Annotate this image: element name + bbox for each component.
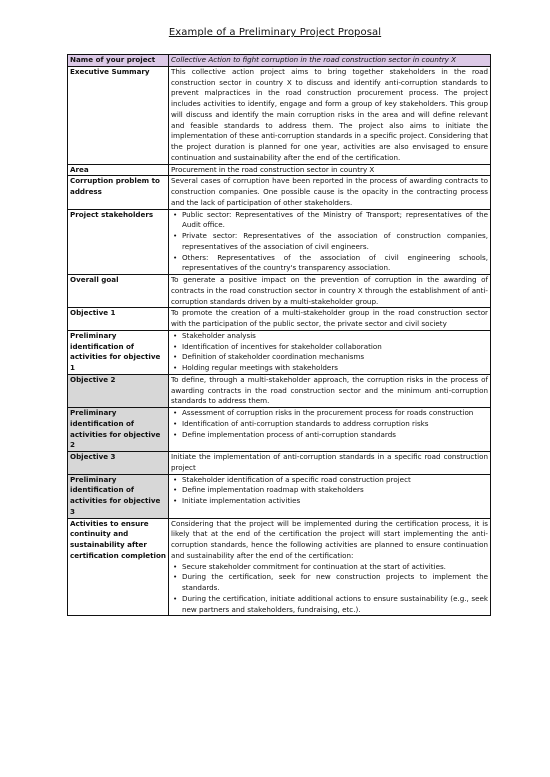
value-activities-2 <box>169 408 491 452</box>
row-continuity <box>68 518 491 616</box>
stakeholders-list <box>171 210 488 275</box>
activities-1-list <box>171 331 488 374</box>
label-project-name: Name of your project <box>68 55 169 67</box>
value-project-name: Collective Action to fight corruption in the road construction sector in country X <box>169 55 491 67</box>
label-objective-3: Objective 3 <box>68 452 169 475</box>
value-objective-2: To define, through a multi-stakeholder approach, the corruption risks in the process of awarding contracts in the road construction sector and the minimum anti-corruption standards to address them. <box>169 374 491 407</box>
list-item: • During the certification, seek for new construction projects to implement the standards. <box>182 572 488 594</box>
list-item: • Initiate implementation activities <box>182 496 488 507</box>
list-item: • During the certification, initiate additional actions to ensure sustainability (e.g., seek new partners and stakeholders, fundraising, etc.). <box>182 594 488 616</box>
list-item: • Definition of stakeholder coordination mechanisms <box>182 352 488 363</box>
list-item: • Define implementation process of anti-corruption standards <box>182 430 488 441</box>
continuity-intro: Considering that the project will be implemented during the certification process, it is likely that at the end of the certification the project will start implementing the anti-corruption standards, hence the following activities are planned to ensure continuation and sustainability after the end of the certification: <box>171 518 488 560</box>
row-area <box>68 164 491 176</box>
list-item: • Identification of incentives for stakeholder collaboration <box>182 342 488 353</box>
row-activities-2 <box>68 408 491 452</box>
label-activities-3: Preliminary identification of activities for objective 3 <box>68 474 169 518</box>
list-item: • Assessment of corruption risks in the procurement process for roads construction <box>182 408 488 419</box>
label-stakeholders: Project stakeholders <box>68 209 169 275</box>
row-activities-1 <box>68 330 491 374</box>
row-corruption-problem <box>68 176 491 209</box>
proposal-table <box>67 54 491 616</box>
list-item: • Private sector: Representatives of the association of construction companies, representatives of the association of civil engineers. <box>182 231 488 253</box>
row-activities-3 <box>68 474 491 518</box>
activities-3-list <box>171 475 488 507</box>
list-item: • Identification of anti-corruption standards to address corruption risks <box>182 419 488 430</box>
row-objective-1 <box>68 308 491 331</box>
list-item: • Secure stakeholder commitment for continuation at the start of activities. <box>182 562 488 573</box>
value-overall-goal: To generate a positive impact on the prevention of corruption in the awarding of contracts in the road construction sector in country X through the establishment of anti-corruption standards driven by a multi-stakeholder group. <box>169 275 491 308</box>
label-executive-summary: Executive Summary <box>68 66 169 164</box>
value-stakeholders <box>169 209 491 275</box>
row-objective-2 <box>68 374 491 407</box>
list-item: • Stakeholder identification of a specific road construction project <box>182 475 488 486</box>
activities-2-list <box>171 408 488 440</box>
value-objective-1: To promote the creation of a multi-stakeholder group in the road construction sector with the participation of the public sector, the private sector and civil society <box>169 308 491 331</box>
label-objective-1: Objective 1 <box>68 308 169 331</box>
value-continuity <box>169 518 491 616</box>
value-corruption-problem: Several cases of corruption have been reported in the process of awarding contracts to construction companies. One possible cause is the opacity in the contracting process and the lack of participation of other stakeholders. <box>169 176 491 209</box>
label-overall-goal: Overall goal <box>68 275 169 308</box>
row-objective-3 <box>68 452 491 475</box>
list-item: • Others: Representatives of the association of civil engineering schools, representatives of the country's transparency association. <box>182 253 488 275</box>
row-project-name <box>68 55 491 67</box>
row-overall-goal <box>68 275 491 308</box>
label-activities-2: Preliminary identification of activities for objective 2 <box>68 408 169 452</box>
label-objective-2: Objective 2 <box>68 374 169 407</box>
list-item: • Stakeholder analysis <box>182 331 488 342</box>
label-activities-1: Preliminary identification of activities for objective 1 <box>68 330 169 374</box>
label-area: Area <box>68 164 169 176</box>
value-objective-3: Initiate the implementation of anti-corruption standards in a specific road construction project <box>169 452 491 475</box>
value-executive-summary: This collective action project aims to bring together stakeholders in the road construction sector in country X to discuss and identify anti-corruption standards to prevent malpractices in the road construction procurement process. The project includes activities to identify, engage and form a group of key stakeholders. This group will discuss and identify the main corruption risks in the area and will define relevant and feasible standards to address them. The project also aims to initiate the implementation of these anti-corruption standards in a specific project. Considering that the project duration is planned for one year, activities are also envisaged to ensure continuation and sustainability after the end of the certification. <box>169 66 491 164</box>
label-corruption-problem: Corruption problem to address <box>68 176 169 209</box>
row-executive-summary <box>68 66 491 164</box>
value-area: Procurement in the road construction sector in country X <box>169 164 491 176</box>
continuity-list <box>171 562 488 616</box>
document-title: Example of a Preliminary Project Proposal <box>168 27 382 38</box>
value-activities-1 <box>169 330 491 374</box>
list-item: • Holding regular meetings with stakeholders <box>182 363 488 374</box>
row-stakeholders <box>68 209 491 275</box>
list-item: • Define implementation roadmap with stakeholders <box>182 485 488 496</box>
label-continuity: Activities to ensure continuity and sustainability after certification completion <box>68 518 169 616</box>
list-item: • Public sector: Representatives of the Ministry of Transport; representatives of the Audit office. <box>182 210 488 232</box>
value-activities-3 <box>169 474 491 518</box>
